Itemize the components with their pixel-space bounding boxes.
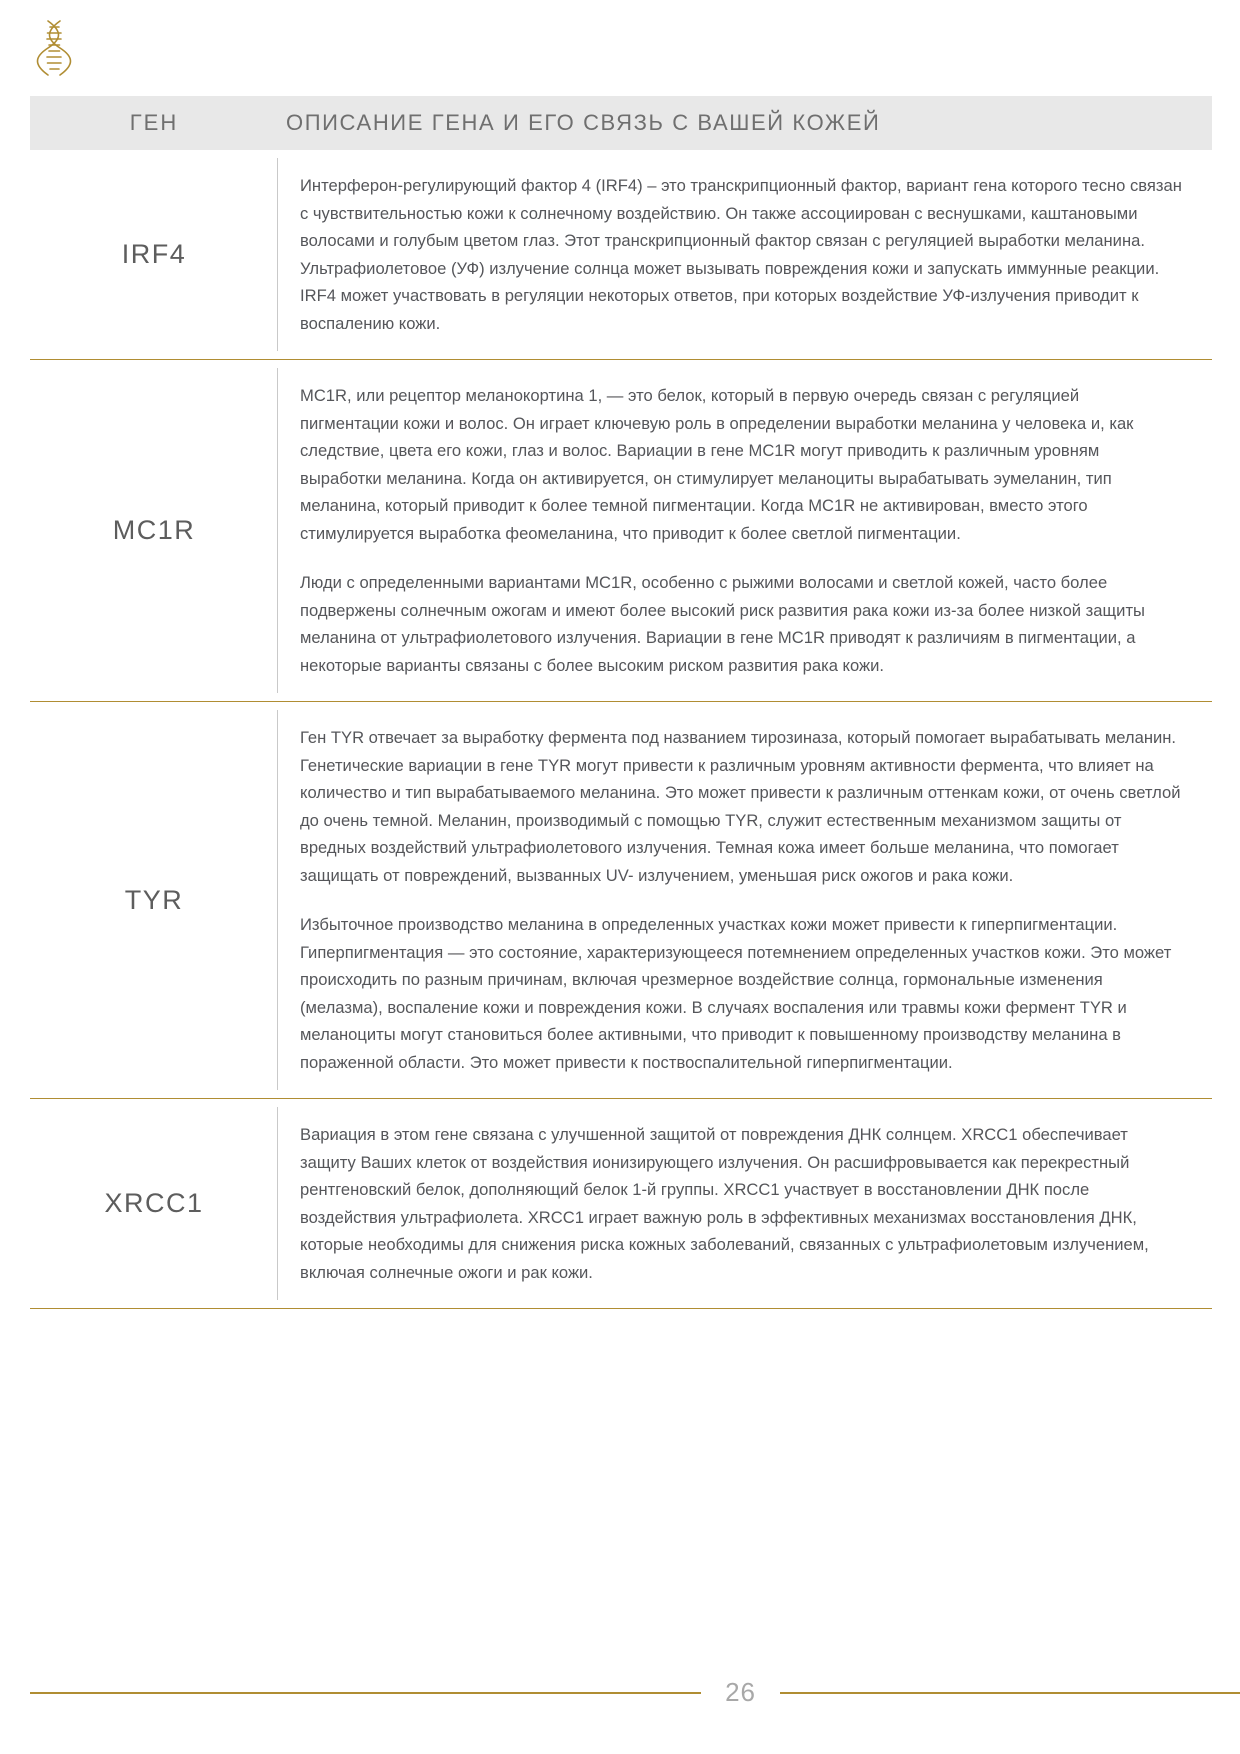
gene-name-cell: XRCC1	[30, 1099, 278, 1308]
description-paragraph: Люди с определенными вариантами MC1R, особенно с рыжими волосами и светлой кожей, часто более подвержены солнечным ожогам и имеют более высокий риск развития рака кожи из-за более низкой защиты меланина от ультрафиолетового излучения. Вариации в гене MC1R приводят к различиям в пигментации, а некоторые варианты связаны с более высоким риском развития рака кожи.	[300, 573, 1145, 675]
gene-name-cell: IRF4	[30, 150, 278, 359]
description-paragraph: Избыточное производство меланина в определенных участках кожи может привести к гиперпигментации. Гиперпигментация — это состояние, характеризующееся потемнением определенных участков кожи. Это может происходить по разным причинам, включая чрезмерное воздействие солнца, гормональные изменения (мелазма), воспаление кожи и повреждения кожи. В случаях воспаления или травмы кожи фермент TYR и меланоциты могут становиться более активными, что приводит к повышенному производству меланина в пораженной области. Это может привести к поствоспалительной гиперпигментации.	[300, 915, 1172, 1072]
page-number: 26	[701, 1677, 780, 1708]
description-paragraph: Интерферон-регулирующий фактор 4 (IRF4) – это транскрипционный фактор, вариант гена которого тесно связан с чувствительностью кожи к солнечному воздействию. Он также ассоциирован с веснушками, каштановыми волосами и голубым цветом глаз. Этот транскрипционный фактор связан с регуляцией выработки меланина. Ультрафиолетовое (УФ) излучение солнца может вызывать повреждения кожи и запускать иммунные реакции. IRF4 может участвовать в регуляции некоторых ответов, при которых воздействие УФ-излучения приводит к воспалению кожи.	[300, 176, 1182, 333]
gene-description-cell	[278, 702, 1212, 1098]
column-header-description: ОПИСАНИЕ ГЕНА И ЕГО СВЯЗЬ С ВАШЕЙ КОЖЕЙ	[286, 110, 881, 135]
logo-area	[0, 0, 1240, 96]
table-row	[30, 360, 1212, 702]
table-header-row	[30, 96, 1212, 150]
gene-table	[30, 96, 1212, 1309]
description-paragraph: Ген TYR отвечает за выработку фермента под названием тирозиназа, который помогает вырабатывать меланин. Генетические вариации в гене TYR могут привести к различным уровням активности фермента, что влияет на количество и тип вырабатываемого меланина. Это может привести к различным оттенкам кожи, от очень светлой до очень темной. Меланин, производимый с помощью TYR, служит естественным механизмом защиты от вредных воздействий ультрафиолетового излучения. Темная кожа имеет больше меланина, что помогает защищать от повреждений, вызванных UV- излучением, уменьшая риск ожогов и рака кожи.	[300, 728, 1181, 885]
description-paragraph: Вариация в этом гене связана с улучшенной защитой от повреждения ДНК солнцем. XRCC1 обеспечивает защиту Ваших клеток от воздействия ионизирующего излучения. Он расшифровывается как перекрестный рентгеновский белок, дополняющий белок 1-й группы. XRCC1 участвует в восстановлении ДНК после воздействия ультрафиолета. XRCC1 играет важную роль в эффективных механизмах восстановления ДНК, которые необходимы для снижения риска кожных заболеваний, связанных с ультрафиолетовым излучением, включая солнечные ожоги и рак кожи.	[300, 1125, 1149, 1282]
column-header-gene: ГЕН	[129, 110, 179, 135]
gene-description-cell	[278, 1099, 1212, 1308]
gene-description-cell	[278, 150, 1212, 359]
gene-name-cell: MC1R	[30, 360, 278, 701]
table-row	[30, 702, 1212, 1099]
table-row	[30, 150, 1212, 360]
gene-description-cell	[278, 360, 1212, 701]
gene-name-cell: TYR	[30, 702, 278, 1098]
page-left-margin	[0, 0, 14, 1754]
dna-helix-icon	[28, 17, 80, 79]
table-row	[30, 1099, 1212, 1309]
description-paragraph: MC1R, или рецептор меланокортина 1, — это белок, который в первую очередь связан с регуляцией пигментации кожи и волос. Он играет ключевую роль в определении выработки меланина у человека и, как следствие, цвета его кожи, глаз и волос. Вариации в гене MC1R могут приводить к различным уровням выработки меланина. Когда он активируется, он стимулирует меланоциты вырабатывать эумеланин, тип меланина, который приводит к более темной пигментации. Когда MC1R не активирован, вместо этого стимулируется выработка феомеланина, что приводит к более светлой пигментации.	[300, 386, 1134, 543]
page-footer	[0, 1672, 1240, 1712]
footer-divider	[30, 1692, 1240, 1694]
